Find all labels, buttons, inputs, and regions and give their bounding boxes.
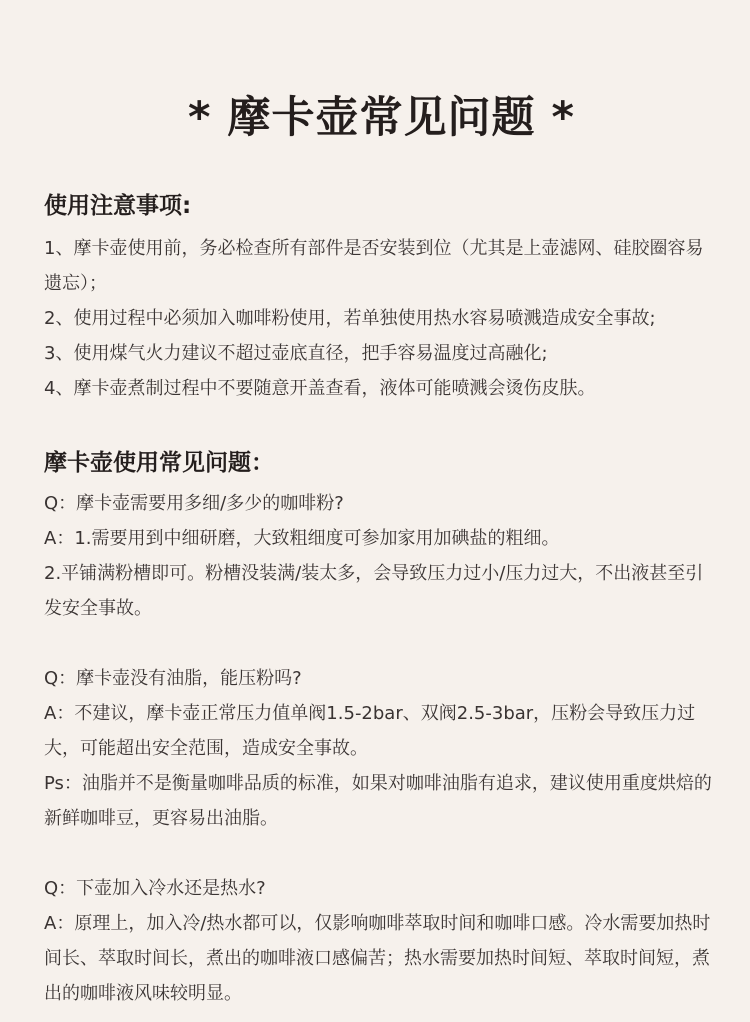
usage-notes-section — [44, 190, 719, 406]
faq-answer: A：原理上，加入冷/热水都可以，仅影响咖啡萃取时间和咖啡口感。冷水需要加热时间长、萃取时间长，煮出的咖啡液口感偏苦；热水需要加热时间短、萃取时间短，煮出的咖啡液风味较明显。 — [44, 913, 711, 1004]
faq-answer: A：不建议，摩卡壶正常压力值单阀1.5-2bar、双阀2.5-3bar，压粉会导致压力过大，可能超出安全范围，造成安全事故。 — [44, 703, 696, 759]
usage-note-item: 3、使用煤气火力建议不超过壶底直径，把手容易温度过高融化; — [44, 343, 548, 364]
faq-note: Ps：油脂并不是衡量咖啡品质的标准，如果对咖啡油脂有追求，建议使用重度烘焙的新鲜咖啡豆，更容易出油脂。 — [44, 773, 712, 829]
faq-question: Q：摩卡壶需要用多细/多少的咖啡粉? — [44, 493, 344, 514]
usage-note-item: 4、摩卡壶煮制过程中不要随意开盖查看，液体可能喷溅会烫伤皮肤。 — [44, 378, 596, 399]
faq-heading: 摩卡壶使用常见问题： — [44, 450, 274, 476]
page-title: * 摩卡壶常见问题 * — [188, 93, 575, 143]
faq-item — [44, 871, 719, 1011]
faq-question: Q：下壶加入冷水还是热水? — [44, 878, 266, 899]
faq-item — [44, 486, 719, 626]
faq-section — [44, 447, 719, 1011]
faq-answer-continuation: 2.平铺满粉槽即可。粉槽没装满/装太多，会导致压力过小/压力过大，不出液甚至引发安全事故。 — [44, 563, 704, 619]
usage-notes-heading: 使用注意事项: — [44, 193, 192, 219]
faq-answer: A：1.需要用到中细研磨，大致粗细度可参加家用加碘盐的粗细。 — [44, 528, 560, 549]
faq-item — [44, 661, 719, 836]
usage-note-item: 1、摩卡壶使用前，务必检查所有部件是否安装到位（尤其是上壶滤网、硅胶圈容易遗忘）； — [44, 238, 704, 294]
faq-question: Q：摩卡壶没有油脂，能压粉吗? — [44, 668, 302, 689]
usage-notes-list — [44, 231, 719, 406]
usage-note-item: 2、使用过程中必须加入咖啡粉使用，若单独使用热水容易喷溅造成安全事故; — [44, 308, 656, 329]
faq-list — [44, 486, 719, 1011]
